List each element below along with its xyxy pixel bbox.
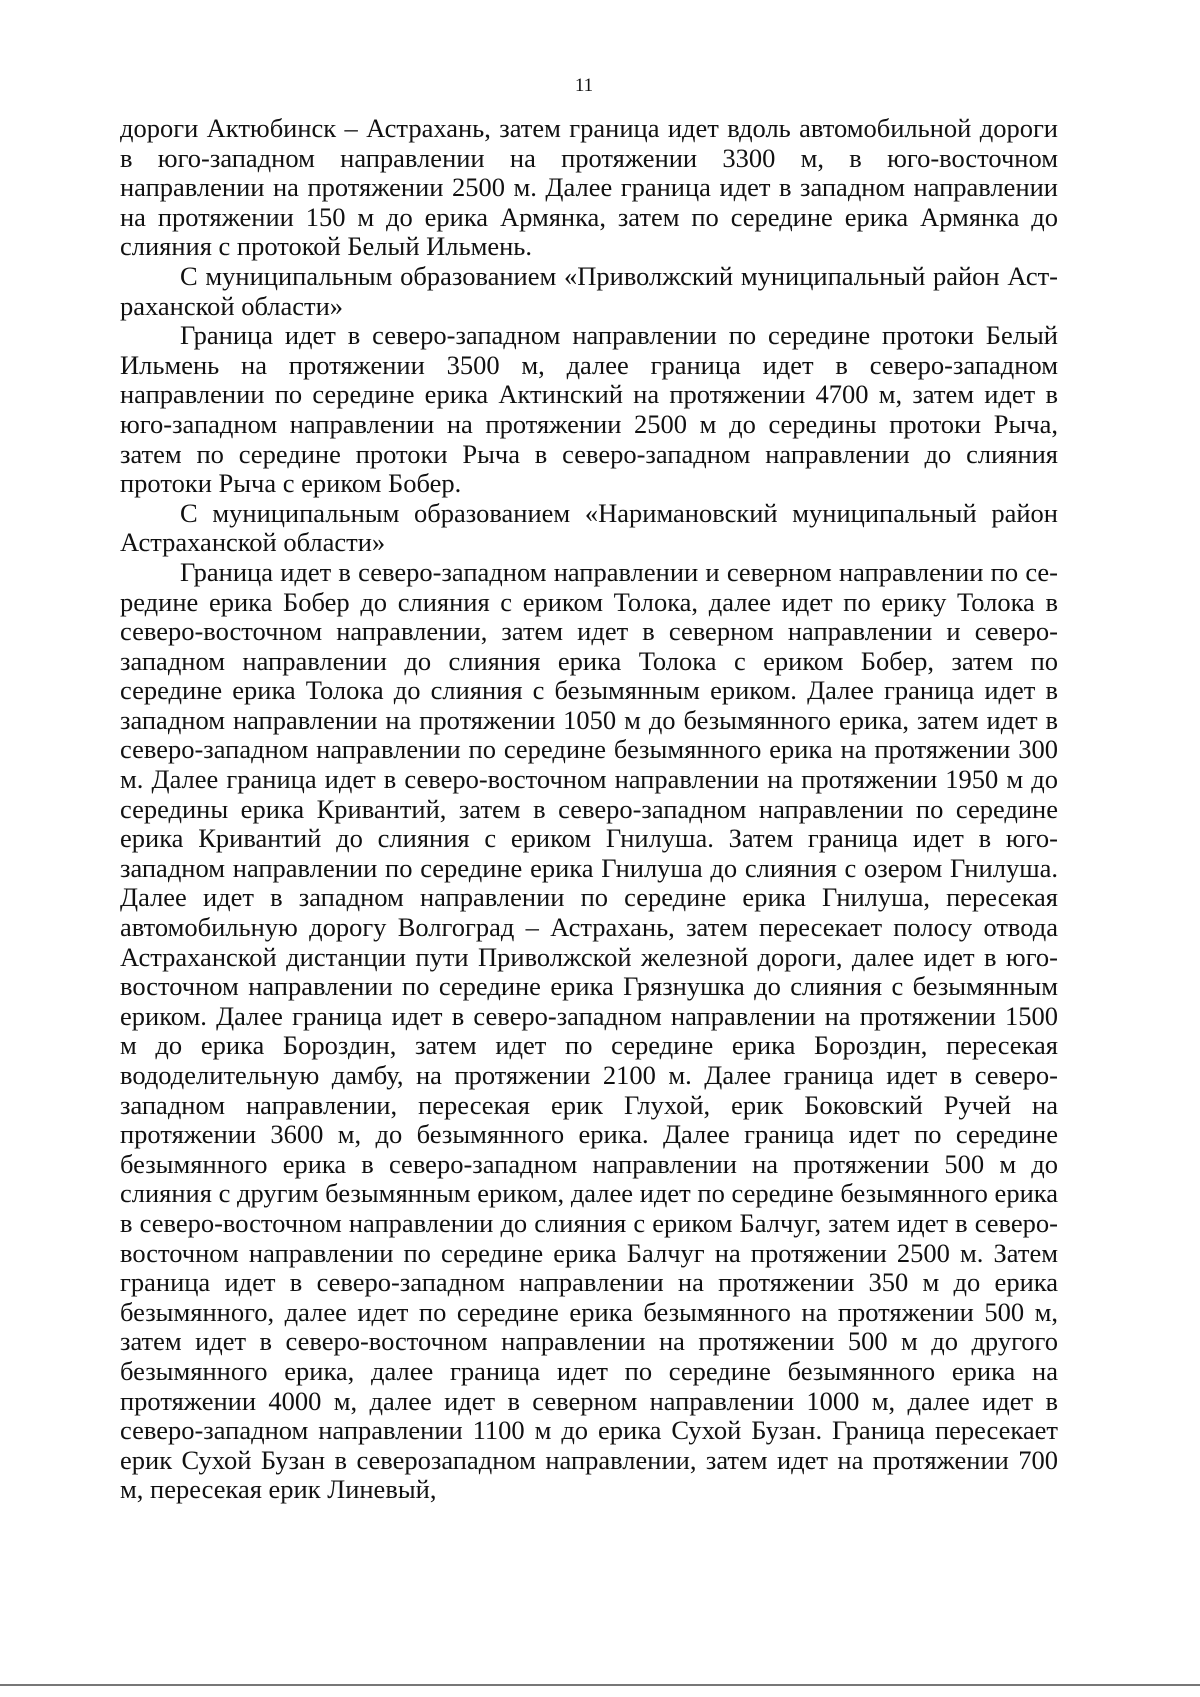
paragraph-narimanovsky-heading: С муниципальным образованием «Наримановский муниципальный район Астраханской области»: [120, 497, 1058, 558]
document-body: [120, 114, 1058, 1505]
scan-edge-line: [0, 1684, 1200, 1686]
paragraph-continuation: дороги Актюбинск – Астрахань, затем граница идет вдоль автомобильной дороги в юго-западном направлении на протяжении 3300 м, в юго-восточном направлении на протяжении 2500 м. Далее граница идет в западном направлении на протяжении 150 м до ерика Армянка, затем по середине ерика Армянка до слияния с протокой Белый Ильмень.: [120, 113, 1058, 262]
paragraph-privolzhsky-boundary: Граница идет в северо-западном направлении по середине протоки Белый Ильмень на протяжении 3500 м, далее граница идет в северо-западном направлении по середине ерика Актинский на протяжении 4700 м, затем идет в юго-западном направлении на протяжении 2500 м до середины протоки Рыча, затем по середине протоки Рыча в северо-западном направлении до слияния протоки Рыча с ериком Бобер.: [120, 320, 1058, 499]
paragraph-narimanovsky-boundary: Граница идет в северо-западном направлении и северном направлении по середине ерика Бобер до слияния с ериком Толока, далее идет по ерику Толока в северо-восточном направлении, затем идет в северном направлении и северо-западном направлении до слияния ерика Толока с ериком Бобер, затем по середине ерика Толока до слияния с безымянным ериком. Далее граница идет в западном направлении на протяжении 1050 м до безымянного ерика, затем идет в северо-западном направлении по середине безымянного ерика на протяжении 300 м. Далее граница идет в северо-восточном направлении на протяжении 1950 м до середины ерика Кривантий, затем в северо-западном направлении по середине ерика Кривантий до слияния с ериком Гнилуша. Затем граница идет в юго-западном направлении по середине ерика Гнилуша до слияния с озером Гнилуша. Далее идет в западном направлении по середине ерика Гнилуша, пересекая автомобильную дорогу Волгоград – Астрахань, затем пересекает полосу отвода Астраханской дистанции пути Приволжской железной дороги, далее идет в юго-восточном направлении по середине ерика Грязнушка до слияния с безымянным ериком. Далее граница идет в северо-западном направлении на протяжении 1500 м до ерика Бороздин, затем идет по середине ерика Бороздин, пересекая вододелительную дамбу, на протяжении 2100 м. Далее граница идет в северо-западном направлении, пересекая ерик Глухой, ерик Боковский Ручей на протяжении 3600 м, до безымянного ерика. Далее граница идет по середине безымянного ерика в северо-западном направлении на протяжении 500 м до слияния с другим безымянным ериком, далее идет по середине безымянного ерика в северо-восточном направлении до слияния с ериком Балчуг, затем идет в северовосточном направлении по середине ерика Балчуг на протяжении 2500 м. Затем граница идет в северо-западном направлении на протяжении 350 м до ерика безымянного, далее идет по середине ерика безымянного на протяжении 500 м, затем идет в северо-восточном направлении на протяжении 500 м до другого безымянного ерика, далее граница идет по середине безымянного ерика на протяжении 4000 м, далее идет в северном направлении 1000 м, далее идет в северо-западном направлении 1100 м до ерика Сухой Бузан. Граница пересекает ерик Сухой Бузан в северозападном направлении, затем идет на протяжении 700 м, пересекая ерик Линевый,: [120, 556, 1058, 1505]
paragraph-privolzhsky-heading: С муниципальным образованием «Приволжский муниципальный район Астраханской области»: [120, 260, 1058, 321]
page-number: 11: [574, 75, 594, 96]
